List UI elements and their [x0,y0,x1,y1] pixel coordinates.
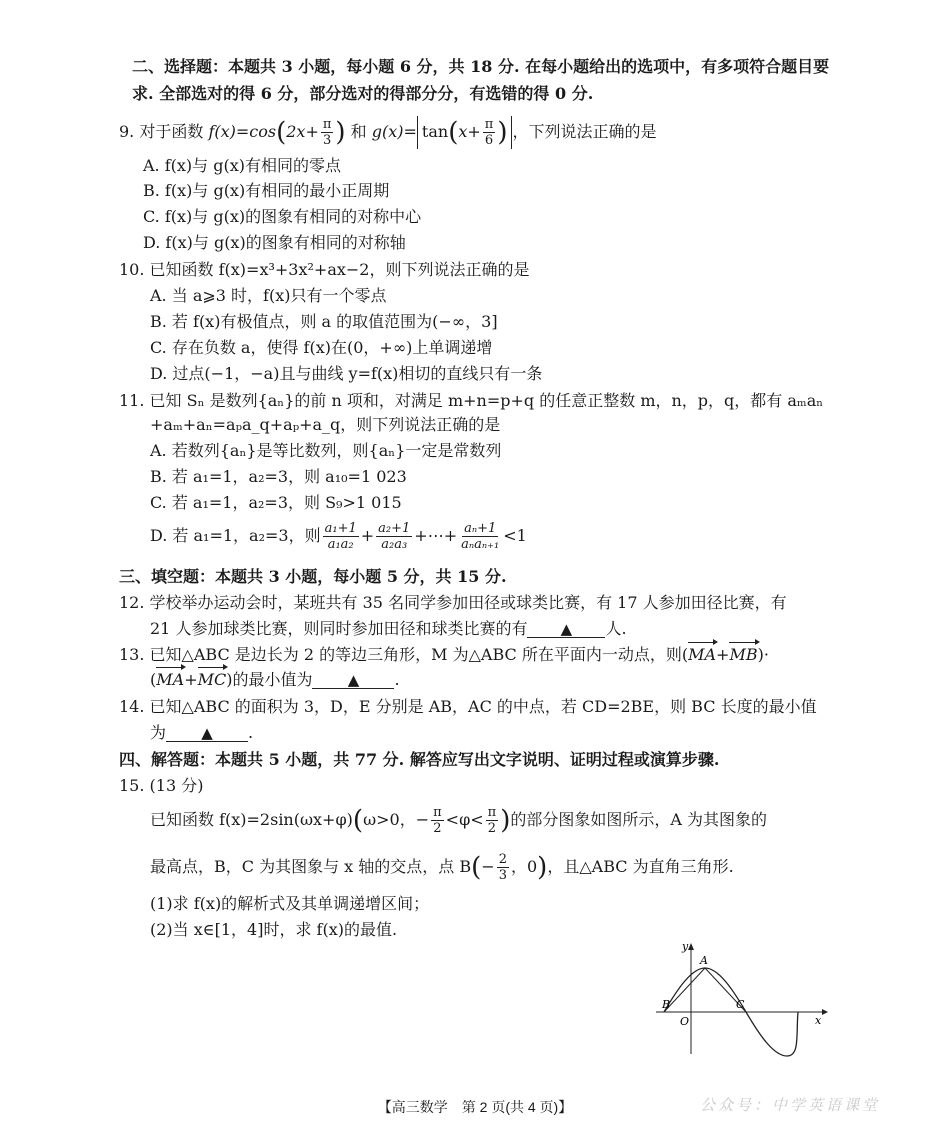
q13-period: . [394,670,400,689]
q9-tan: tan [421,122,449,142]
origin-label: O [680,1015,690,1028]
q15-line2: 最高点，B，C 为其图象与 x 轴的交点，点 B(− $\frac{2}{3}$ ，0)，且△ABC 为直角三角形. [150,852,734,883]
vector-ma: MA [688,645,717,664]
triangle-icon: ▲ [560,620,573,638]
q15-func: 已知函数 f(x)=2sin(ωx+φ) [150,810,353,829]
section4-header: 四、解答题：本题共 5 小题，共 77 分. 解答应写出文字说明、证明过程或演算步骤. [119,750,720,769]
q11-d-prefix: D. 若 a₁=1，a₂=3，则 [150,526,321,545]
sine-graph [650,938,830,1058]
q9-frac-pi-3: $\frac{\pi}{3}$ [322,117,332,148]
paren-close: ) [335,117,346,148]
q12-answer-blank[interactable] [527,621,605,638]
q9-suffix: ，下列说法正确的是 [512,122,657,141]
q10-option-b: B. 若 f(x)有极值点，则 a 的取值范围为(−∞，3] [150,312,498,331]
q9-stem [119,116,657,149]
q14-period: . [248,723,254,742]
q9-abs: tan(x+ $\frac{\pi}{6}$ ) [417,116,513,149]
q9-gx: g(x)= [371,122,417,141]
q12-line1: 12. 学校举办运动会时，某班共有 35 名同学参加田径或球类比赛，有 17 人参加田径比赛，有 [119,593,787,612]
page-footer: 【高三数学 第 2 页(共 4 页)】 [377,1099,573,1115]
q13-text2: )· [757,645,769,664]
q15-frac-pi-2b: $\frac{\pi}{2}$ [487,805,497,836]
q9-option-c: C. f(x)与 g(x)的图象有相同的对称中心 [143,207,422,226]
q15-subquestion-2: (2)当 x∈[1，4]时，求 f(x)的最值. [150,920,398,939]
q9-arg-a: 2x+ [286,122,319,141]
q11-d-plus: + [360,526,375,545]
q10-option-d: D. 过点(−1，−a)且与曲线 y=f(x)相切的直线只有一条 [150,364,543,383]
q14-line2 [150,722,253,744]
q12-unit: 人. [605,619,627,638]
section2-header-line1: 二、选择题：本题共 3 小题，每小题 6 分，共 18 分. 在每小题给出的选项中，有多项符合题目要 [132,57,830,76]
x-label: x [815,1014,822,1027]
q15-line1: 已知函数 f(x)=2sin(ωx+φ)(ω>0，− $\frac{\pi}{2}$ <φ< $\frac{\pi}{2}$ )的部分图象如图所示，A 为其图象的 [150,805,768,836]
q15-frac-2-3: $\frac{2}{3}$ [498,852,507,883]
q15-cond1: ω>0，− [363,810,430,829]
q15-text3: ，且△ABC 为直角三角形. [547,857,734,876]
y-axis-arrow-icon [688,943,694,950]
q13-plus: + [716,645,730,664]
q11-d-frac2: $\frac{\text{a₂+1}}{\text{a₂a₃}}$ [378,521,411,552]
q12-line2 [150,618,627,640]
q13-paren: ( [150,670,157,689]
q15-text2: 最高点，B，C 为其图象与 x 轴的交点，点 B [150,857,472,876]
q15-cond2: <φ< [445,810,484,829]
q14-line1: 14. 已知△ABC 的面积为 3，D，E 分别是 AB，AC 的中点，若 CD=2BE，则 BC 长度的最小值 [119,697,817,716]
q15-zero: ，0 [510,857,538,876]
q11-option-c: C. 若 a₁=1，a₂=3，则 S₉>1 015 [150,493,402,512]
x-axis-arrow-icon [822,1009,828,1015]
point-b-label: B [662,998,671,1011]
q11-d-frac1: $\frac{\text{a₁+1}}{\text{a₁a₂}}$ [324,521,357,552]
q11-d-dots: +⋯+ [414,526,458,545]
q9-option-b: B. f(x)与 g(x)有相同的最小正周期 [143,181,390,200]
q11-option-a: A. 若数列{aₙ}是等比数列，则{aₙ}一定是常数列 [150,441,502,460]
q13-text1: 13. 已知△ABC 是边长为 2 的等边三角形，M 为△ABC 所在平面内一动点，则( [119,645,689,664]
q9-and: 和 [345,122,372,141]
q11-stem-line1: 11. 已知 Sₙ 是数列{aₙ}的前 n 项和，对满足 m+n=p+q 的任意正整数 m，n，p，q，都有 aₘaₙ [119,391,824,410]
section2-header-line2: 求. 全部选对的得 6 分，部分选对的得部分分，有选错的得 0 分. [132,84,594,103]
point-c-label: C [736,998,745,1011]
q15-frac-pi-2a: $\frac{\pi}{2}$ [433,805,442,836]
vector-ma-2: MA [156,670,185,689]
q9-prefix: 9. 对于函数 [119,122,209,141]
watermark: 公众号：中学英语课堂 [700,1096,881,1114]
q15-subquestion-1: (1)求 f(x)的解析式及其单调递增区间； [150,894,430,913]
q11-stem-line2: +aₘ+aₙ=aₚa_q+aₚ+a_q，则下列说法正确的是 [150,415,501,434]
q12-text: 21 人参加球类比赛，则同时参加田径和球类比赛的有 [150,619,528,638]
point-a-label: A [700,954,708,967]
y-label: y [682,940,689,953]
q9-arg-b: x+ [458,122,481,142]
q14-answer-blank[interactable] [166,725,248,742]
q13-answer-blank[interactable] [312,672,394,689]
q9-frac-pi-6: $\frac{\pi}{6}$ [484,117,494,149]
q11-option-d [150,518,527,554]
vector-mb: MB [729,645,758,664]
q13-line1 [119,644,769,666]
paren-open: ( [276,117,287,148]
q9-option-a: A. f(x)与 g(x)有相同的零点 [143,156,341,175]
q13-line2 [150,669,400,691]
q13-plus-2: + [184,670,198,689]
q13-text3: )的最小值为 [226,670,313,689]
q11-d-frac3: $\frac{\text{aₙ+1}}{\text{aₙaₙ₊₁}}$ [461,521,500,552]
q15-title: 15. (13 分) [119,776,204,795]
q10-stem: 10. 已知函数 f(x)=x³+3x²+ax−2，则下列说法正确的是 [119,260,530,279]
triangle-icon: ▲ [347,671,360,689]
section3-header: 三、填空题：本题共 3 小题，每小题 5 分，共 15 分. [119,567,507,586]
q10-option-c: C. 存在负数 a，使得 f(x)在(0，+∞)上单调递增 [150,338,493,357]
vector-mc: MC [197,670,227,689]
q15-text1: 的部分图象如图所示，A 为其图象的 [510,810,768,829]
segment-ba [664,968,705,1012]
q11-option-b: B. 若 a₁=1，a₂=3，则 a₁₀=1 023 [150,467,407,486]
q14-text: 为 [150,723,167,742]
q9-option-d: D. f(x)与 g(x)的图象有相同的对称轴 [143,233,406,252]
q15-minus: − [481,857,495,876]
q9-fx: f(x)=cos [208,122,277,141]
triangle-icon: ▲ [201,724,213,742]
q11-d-end: <1 [503,526,527,545]
q10-option-a: A. 当 a⩾3 时，f(x)只有一个零点 [150,286,387,305]
